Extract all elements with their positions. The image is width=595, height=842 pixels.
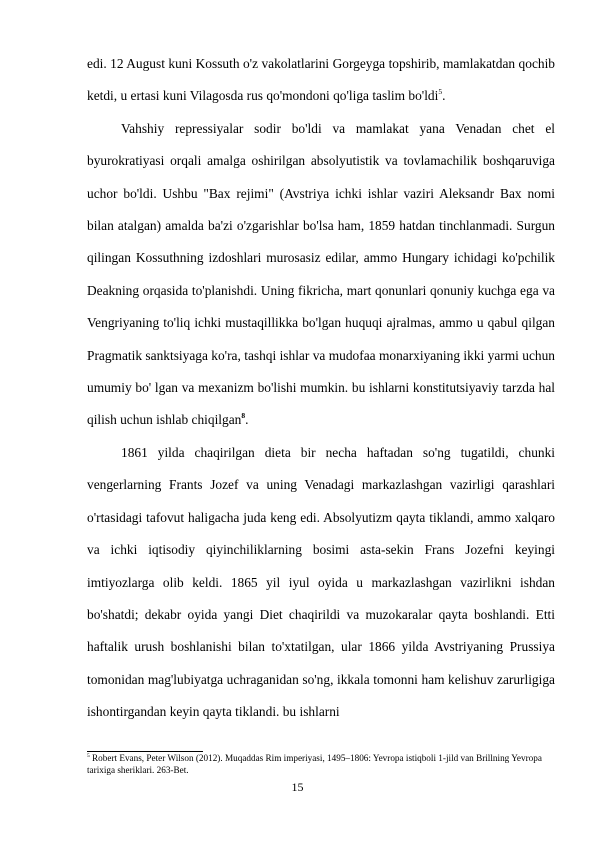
footnote-separator [87,751,203,752]
paragraph-1-text: edi. 12 August kuni Kossuth o'z vakolatlarini Gorgeyga topshirib, mamlakatdan qochib ketdi, u ertasi kuni Vilagosda rus qo'mondoni qo'liga taslim bo'ldi [87,56,555,104]
paragraph-3-text: 1861 yilda chaqirilgan dieta bir necha haftadan so'ng tugatildi, chunki vengerlarning Frants Jozef va uning Venadagi markazlashgan vazirligi qarashlari o'rtasidagi tafovut haligacha juda keng edi. Absolyutizm qayta tiklandi, ammo xalqaro va ichki iqtisodiy qiyinchiliklarning bosimi asta-sekin Frans Jozefni keyingi imtiyozlarga olib keldi. 1865 yil iyul oyida u markazlashgan vazirlikni ishdan bo'shatdi; dekabr oyida yangi Diet chaqirildi va muzokaralar qayta boshlandi. Etti haftalik urush boshlanishi bilan to'xtatilgan, ular 1866 yilda Avstriyaning Prussiya tomonidan mag'lubiyatga uchraganidan so'ng, ikkala tomonni ham kelishuv zarurligiga ishontirgandan keyin qayta tiklandi. bu ishlarni [87,444,555,720]
footnote [87,753,555,777]
footnote-reference-5: 5 [438,87,443,97]
paragraph-2: Vahshiy repressiyalar sodir bo'ldi va mamlakat yana Venadan chet el byurokratiyasi orqali amalga oshirilgan absolyutistik va tovlamachilik boshqaruviga uchor bo'ldi. Ushbu "Bax rejimi" (Avstriya ichki ishlar vaziri Aleksandr Bax nomi bilan atalgan) amalda ba'zi o'zgarishlar bo'lsa ham, 1859 hatdan tinchlanmadi. Surgun qilingan Kossuthning izdoshlari murosasiz edilar, ammo Hungary ichidagi ko'pchilik Deakning orqasida to'planishdi. Uning fikricha, mart qonunlari qonuniy kuchga ega va Vengriyaning to'liq ichki mustaqillikka bo'lgan huquqi ajralmas, ammo u qabul qilgan Pragmatik sanktsiyaga ko'ra, tashqi ishlar va mudofaa monarxiyaning ikki yarmi uchun umumiy bo' lgan va mexanizm bo'lishi mumkin. bu ishlarni konstitutsiyaviy tarzda hal qilish uchun ishlab chiqilgan$^8$. [87,120,555,428]
document-body [87,48,555,729]
footnote-reference-8: 8 [241,411,246,421]
paragraph-3 [87,437,555,729]
footnote-text: Robert Evans, Peter Wilson (2012). Muqaddas Rim imperiyasi, 1495–1806: Yevropa istiqboli 1-jild van Brillning Yevropa tarixiga sheriklari. 263-Bet. [87,753,542,775]
paragraph-1: edi. 12 August kuni Kossuth o'z vakolatlarini Gorgeyga topshirib, mamlakatdan qochib ketdi, u ertasi kuni Vilagosda rus qo'mondoni qo'liga taslim bo'ldi$^5$. [87,56,555,104]
footnote-number: 5 [87,753,90,759]
paragraph-2-text: Vahshiy repressiyalar sodir bo'ldi va mamlakat yana Venadan chet el byurokratiyasi orqali amalga oshirilgan absolyutistik va tovlamachilik boshqaruviga uchor bo'ldi. Ushbu "Bax rejimi" (Avstriya ichki ishlar vaziri Aleksandr Bax nomi bilan atalgan) amalda ba'zi o'zgarishlar bo'lsa ham, 1859 hatdan tinchlanmadi. Surgun qilingan Kossuthning izdoshlari murosasiz edilar, ammo Hungary ichidagi ko'pchilik Deakning orqasida to'planishdi. Uning fikricha, mart qonunlari qonuniy kuchga ega va Vengriyaning to'liq ichki mustaqillikka bo'lgan huquqi ajralmas, ammo u qabul qilgan Pragmatik sanktsiyaga ko'ra, tashqi ishlar va mudofaa monarxiyaning ikki yarmi uchun umumiy bo' lgan va mexanizm bo'lishi mumkin. bu ishlarni konstitutsiyaviy tarzda hal qilish uchun ishlab chiqilgan [87,120,555,428]
page-number: 15 [291,780,304,794]
